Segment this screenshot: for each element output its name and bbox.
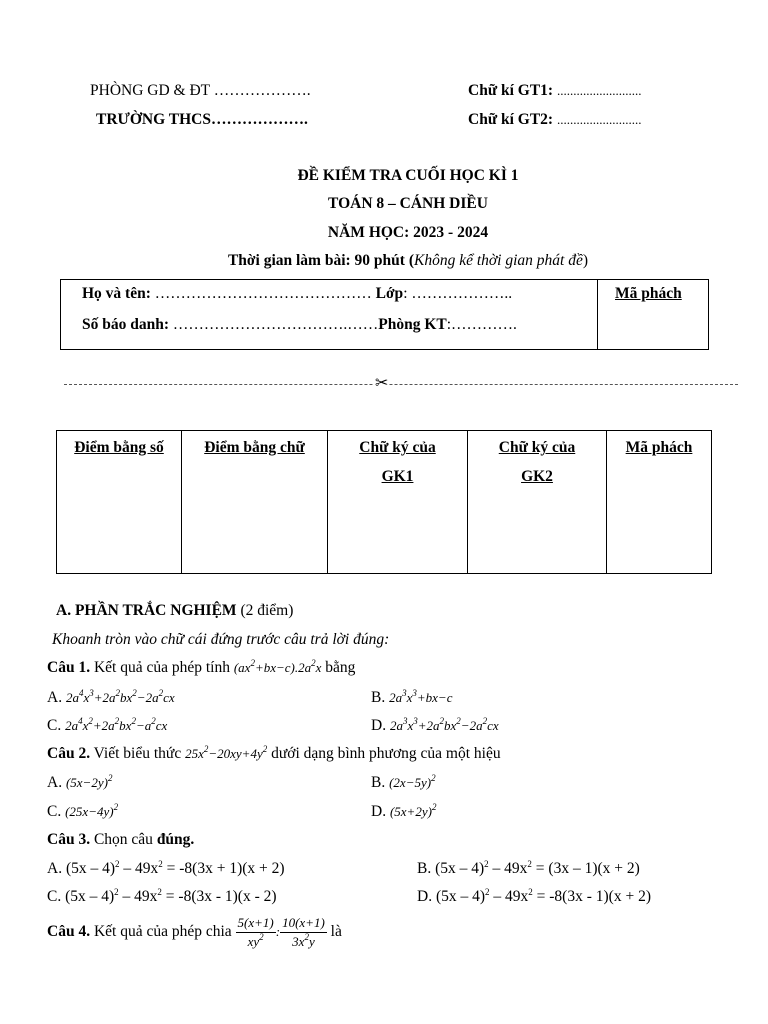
q3-text: Chọn câu <box>90 831 157 848</box>
q1-option-a <box>47 689 175 707</box>
q1-d-math: $2a^3x^3+2a^2bx^2-2a^2cx$ <box>389 716 499 733</box>
q1-c-math: $2a^4x^2+2a^2bx^2-a^2cx$ <box>65 716 168 733</box>
q2-text: Viết biểu thức <box>90 745 186 762</box>
signature-2-dots: .......................... <box>556 112 642 127</box>
q1-label: Câu 1. <box>47 659 91 676</box>
time-line <box>0 252 768 270</box>
q2-a-math: $(5x-2y)^2$ <box>65 773 113 790</box>
sbd-label: Số báo danh: <box>82 316 170 333</box>
q3-d-start: D. (5x – 4) <box>417 888 486 905</box>
q3-b-mid: – 49x <box>488 860 528 877</box>
room-dots: :…………. <box>446 316 517 333</box>
grader1-line2: GK1 <box>381 468 414 485</box>
time-note: Không kể thời gian phát đề <box>414 252 583 269</box>
q2-after: dưới dạng bình phương của một hiệu <box>267 745 501 762</box>
q1-option-b <box>371 689 452 707</box>
q2-option-c <box>47 803 118 821</box>
q3-option-b: B. $(5x - 4)^2 - 49x^2 = (3x - 1)(x + 2)$ <box>417 859 640 877</box>
time-bold: Thời gian làm bài: 90 phút <box>227 252 405 269</box>
school-year: NĂM HỌC: 2023 - 2024 <box>327 224 489 241</box>
q3-b-rest: = (3x – 1)(x + 2) <box>531 860 640 877</box>
q3-c-mid: – 49x <box>118 888 158 905</box>
section-a-instruction: Khoanh tròn vào chữ cái đứng trước câu trả lời đúng: <box>52 631 390 648</box>
class-dots: : ……………….. <box>403 285 513 302</box>
q3-option-c: C. $(5x - 4)^2 - 49x^2 = -8(3x - 1)(x - 2)$ <box>47 887 277 905</box>
q2-c-math: $(25x-4y)^2$ <box>65 802 119 819</box>
q2-option-b <box>371 774 436 792</box>
q1-option-c <box>47 717 167 735</box>
grader2-line1: Chữ ký của <box>498 439 576 456</box>
q4-label: Câu 4. <box>47 923 91 941</box>
q1-b-letter: B. <box>371 689 386 706</box>
q1-c-letter: C. <box>47 717 62 734</box>
q1-text: Kết quả của phép tính <box>90 659 234 676</box>
q4-divide: : <box>275 924 281 940</box>
question-3 <box>47 831 194 849</box>
ma-phach-top: Mã phách <box>615 285 682 302</box>
q1-option-d <box>371 717 499 735</box>
q2-label: Câu 2. <box>47 745 91 762</box>
q4-after: là <box>326 923 342 941</box>
q3-b-start: B. (5x – 4) <box>417 860 485 877</box>
q2-b-letter: B. <box>371 774 386 791</box>
school-line: TRƯỜNG THCS………………. <box>96 111 308 128</box>
q3-d-mid: – 49x <box>489 888 529 905</box>
q1-a-letter: A. <box>47 689 63 706</box>
score-number-header: Điểm bằng số <box>57 431 182 574</box>
question-2 <box>47 745 501 763</box>
section-a-heading: A. PHẦN TRẮC NGHIỆM <box>56 602 237 619</box>
signature-2-label: Chữ kí GT2: <box>468 111 554 128</box>
score-words-header: Điểm bằng chữ <box>182 431 328 574</box>
question-1 <box>47 659 355 677</box>
q1-b-math: $2a^3x^3+bx-c$ <box>389 688 453 705</box>
q3-c-start: C. (5x – 4) <box>47 888 115 905</box>
info-box-divider <box>597 279 598 349</box>
question-4 <box>47 914 342 951</box>
q1-a-math: $2a^4x^3+2a^2bx^2-2a^2cx$ <box>65 688 175 705</box>
q2-d-math: $(5x+2y)^2$ <box>389 802 437 819</box>
sbd-dots: …………………………….…… <box>169 316 379 333</box>
sbd-row <box>82 316 517 334</box>
name-dots: …………………………………… <box>150 285 376 302</box>
q3-c-rest: = -8(3x - 1)(x - 2) <box>161 888 277 905</box>
q2-b-math: $(2x-5y)^2$ <box>389 773 436 790</box>
grader1-line1: Chữ ký của <box>359 439 436 456</box>
department-line: PHÒNG GD & ĐT ………………. <box>90 82 311 99</box>
q4-text: Kết quả của phép chia <box>90 923 236 941</box>
signature-1-label: Chữ kí GT1: <box>468 82 554 99</box>
q1-after: bằng <box>321 659 356 676</box>
time-paren-close: ) <box>582 252 589 269</box>
grader2-line2: GK2 <box>521 468 553 485</box>
q3-a-start: A. (5x – 4) <box>47 860 116 877</box>
q2-expression: $25x^2-20xy+4y^2$ <box>185 744 268 761</box>
time-paren-open: ( <box>404 252 414 269</box>
q3-option-a: A. $(5x - 4)^2 - 49x^2 = -8(3x + 1)(x + 2)$ <box>47 859 285 877</box>
q4-fraction-1: $\frac{5(x+1)}{xy^2}$ <box>237 915 274 949</box>
q1-d-letter: D. <box>371 717 387 734</box>
section-a-points: (2 điểm) <box>236 602 294 619</box>
q2-c-letter: C. <box>47 803 62 820</box>
name-label: Họ và tên: <box>82 285 151 302</box>
q3-a-mid: – 49x <box>119 860 159 877</box>
q3-d-rest: = -8(3x - 1)(x + 2) <box>532 888 651 905</box>
name-row <box>82 285 512 303</box>
q3-a-rest: = -8(3x + 1)(x + 2) <box>162 860 285 877</box>
q1-expression: $(ax^2+bx-c).2a^2x$ <box>233 658 322 675</box>
section-a-title <box>56 602 293 620</box>
q4-fraction-2: $\frac{10(x+1)}{3x^2y}$ <box>282 915 325 949</box>
q2-option-d <box>371 803 436 821</box>
q3-bold-word: đúng. <box>156 831 195 848</box>
signature-1-dots: .......................... <box>556 83 642 98</box>
q3-option-d: D. $(5x - 4)^2 - 49x^2 = -8(3x - 1)(x + 2)$ <box>417 887 651 905</box>
exam-subject: TOÁN 8 – CÁNH DIỀU <box>328 195 488 212</box>
signature-1 <box>468 82 641 100</box>
class-label: Lớp <box>375 285 404 302</box>
signature-2 <box>468 111 641 129</box>
exam-title: ĐỀ KIỂM TRA CUỐI HỌC KÌ 1 <box>297 167 519 184</box>
q2-option-a <box>47 774 112 792</box>
grader1-header <box>328 431 468 574</box>
q2-d-letter: D. <box>371 803 387 820</box>
q3-label: Câu 3. <box>47 831 91 848</box>
grader2-header <box>468 431 607 574</box>
scissors-icon: ✂ <box>375 373 389 392</box>
cut-line <box>64 384 738 385</box>
score-table <box>56 430 712 574</box>
ma-phach-header: Mã phách <box>607 431 712 574</box>
q2-a-letter: A. <box>47 774 63 791</box>
room-label: Phòng KT <box>378 316 447 333</box>
